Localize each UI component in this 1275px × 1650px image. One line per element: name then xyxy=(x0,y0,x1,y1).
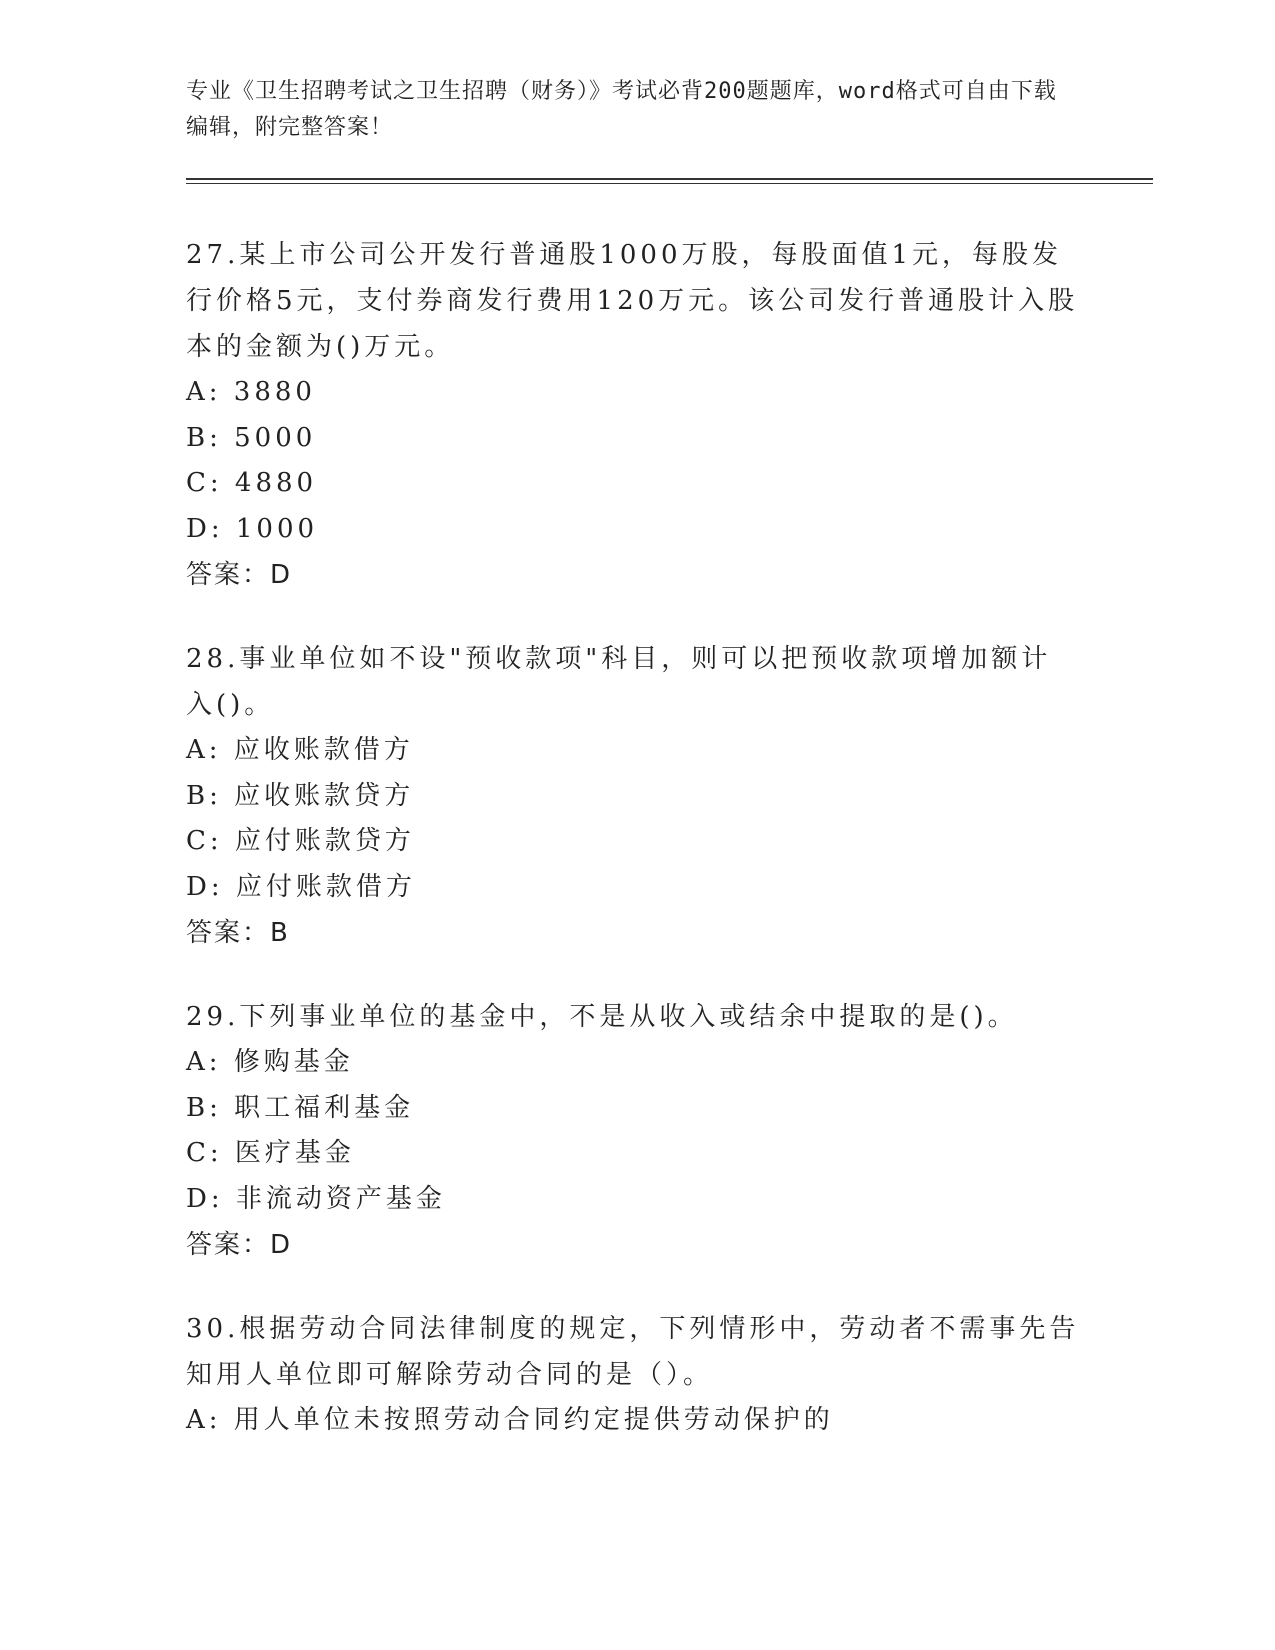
option-c: C: 应付账款贷方 xyxy=(186,826,415,856)
option-a: A: 3880 xyxy=(186,377,316,407)
answer: 答案：D xyxy=(186,560,293,590)
option-c: C: 4880 xyxy=(186,468,318,498)
header-divider xyxy=(186,178,1153,184)
question-30 xyxy=(186,1306,1081,1444)
option-c: C: 医疗基金 xyxy=(186,1138,355,1168)
answer: 答案：D xyxy=(186,1230,293,1260)
option-a: A: 用人单位未按照劳动合同约定提供劳动保护的 xyxy=(186,1405,834,1435)
question-stem: 29.下列事业单位的基金中，不是从收入或结余中提取的是()。 xyxy=(186,1002,1018,1032)
option-b: B: 职工福利基金 xyxy=(186,1092,415,1123)
question-list xyxy=(186,232,1081,1482)
option-b: B: 5000 xyxy=(186,422,317,453)
option-a: A: 应收账款借方 xyxy=(186,735,414,765)
option-d: D: 1000 xyxy=(186,513,319,544)
question-29 xyxy=(186,994,1081,1268)
question-stem: 28.事业单位如不设"预收款项"科目，则可以把预收款项增加额计入()。 xyxy=(186,644,1052,720)
question-stem: 27.某上市公司公开发行普通股1000万股，每股面值1元，每股发行价格5元，支付券商发行费用120万元。该公司发行普通股计入股本的金额为()万元。 xyxy=(186,240,1079,362)
option-d: D: 应付账款借方 xyxy=(186,871,416,902)
option-a: A: 修购基金 xyxy=(186,1047,354,1077)
question-27 xyxy=(186,232,1081,598)
option-b: B: 应收账款贷方 xyxy=(186,780,415,811)
question-28 xyxy=(186,636,1081,956)
question-stem: 30.根据劳动合同法律制度的规定，下列情形中，劳动者不需事先告知用人单位即可解除劳动合同的是（）。 xyxy=(186,1314,1080,1390)
option-d: D: 非流动资产基金 xyxy=(186,1183,446,1214)
answer: 答案：B xyxy=(186,918,290,948)
document-header: 专业《卫生招聘考试之卫生招聘（财务）》考试必背200题题库，word格式可自由下载编辑，附完整答案！ xyxy=(186,79,1057,140)
